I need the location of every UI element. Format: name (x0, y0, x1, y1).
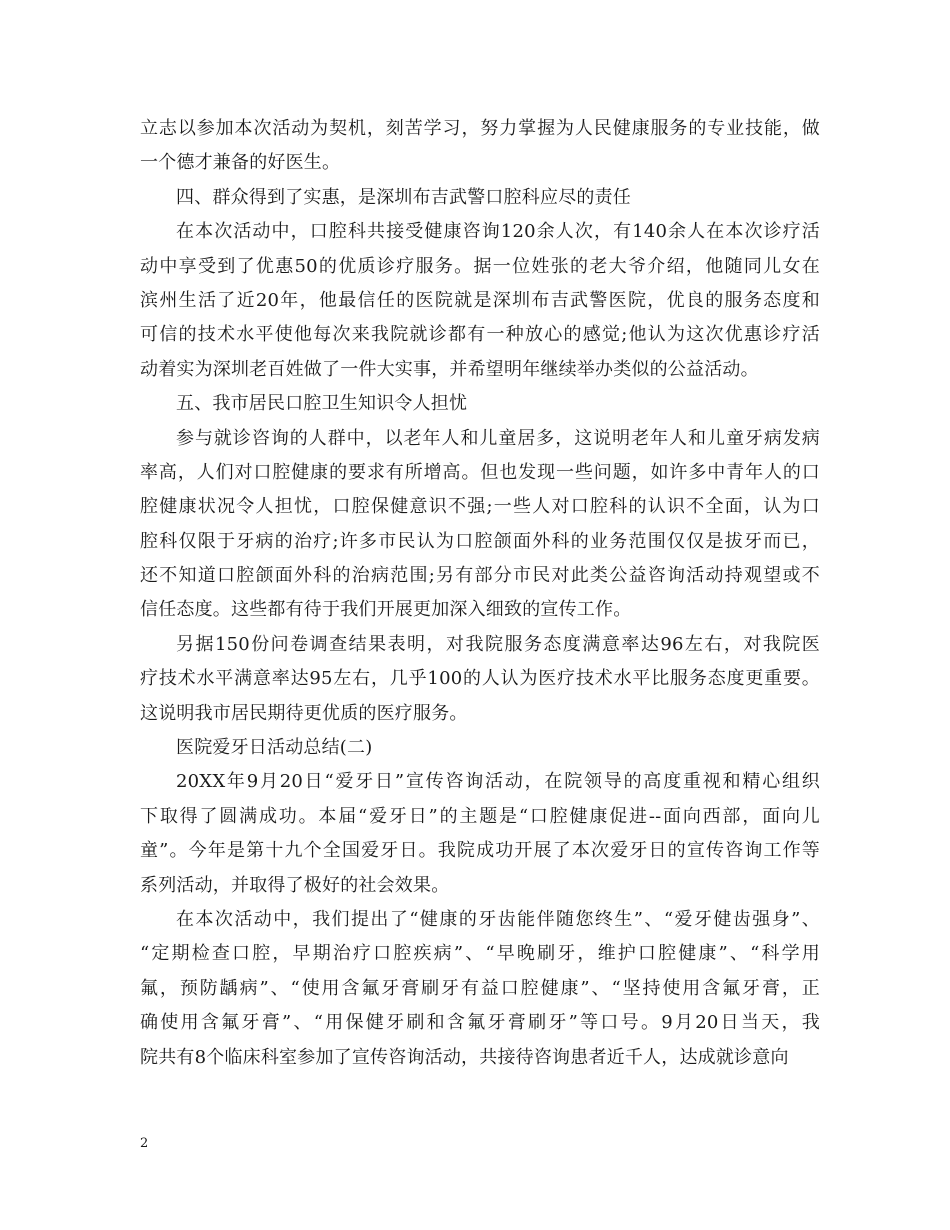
paragraph-line: 腔科仅限于牙病的治疗;许多市民认为口腔颌面外科的业务范围仅仅是拔牙而已， (140, 530, 820, 552)
paragraph-first-line: 在本次活动中，口腔科共接受健康咨询120余人次，有140余人在本次诊疗活 (176, 221, 820, 243)
paragraph-first-line: 20XX年9月20日“爱牙日”宣传咨询活动，在院领导的高度重视和精心组织 (176, 771, 820, 793)
paragraph-line: “定期检查口腔，早期治疗口腔疾病”、“早晚刷牙，维护口腔健康”、“科学用 (140, 943, 820, 965)
paragraph-line: 滨州生活了近20年，他最信任的医院就是深圳布吉武警医院，优良的服务态度和 (140, 289, 820, 311)
paragraph-line: 童”。今年是第十九个全国爱牙日。我院成功开展了本次爱牙日的宣传咨询工作等 (140, 840, 820, 862)
paragraph-first-line: 四、群众得到了实惠，是深圳布吉武警口腔科应尽的责任 (176, 186, 631, 208)
document-body (140, 112, 820, 1075)
paragraph-line: 院共有8个临床科室参加了宣传咨询活动，共接待咨询患者近千人，达成就诊意向 (140, 1046, 789, 1068)
paragraph-first-line: 立志以参加本次活动为契机，刻苦学习，努力掌握为人民健康服务的专业技能，做 (140, 118, 820, 139)
paragraph-first-line: 五、我市居民口腔卫生知识令人担忧 (176, 393, 468, 415)
paragraph-line: 动着实为深圳老百姓做了一件大实事，并希望明年继续举办类似的公益活动。 (140, 358, 759, 380)
paragraph-line: 率高，人们对口腔健康的要求有所增高。但也发现一些问题，如许多中青年人的口 (140, 461, 820, 483)
page-number: 2 (140, 1136, 149, 1151)
paragraph-first-line: 另据150份问卷调查结果表明，对我院服务态度满意率达96左右，对我院医 (176, 633, 820, 655)
paragraph-line: 可信的技术水平使他每次来我院就诊都有一种放心的感觉;他认为这次优惠诊疗活 (140, 324, 820, 346)
paragraph-first-line: 医院爱牙日活动总结(二) (176, 737, 373, 759)
paragraph-first-line: 参与就诊咨询的人群中，以老年人和儿童居多，这说明老年人和儿童牙病发病 (176, 427, 820, 449)
paragraph-first-line: 在本次活动中，我们提出了“健康的牙齿能伴随您终生”、“爱牙健齿强身”、 (176, 908, 820, 930)
paragraph-line: 下取得了圆满成功。本届“爱牙日”的主题是“口腔健康促进--面向西部，面向儿 (140, 805, 820, 827)
paragraph-line: 腔健康状况令人担忧，口腔保健意识不强;一些人对口腔科的认识不全面，认为口 (140, 496, 820, 518)
paragraph-line: 这说明我市居民期待更优质的医疗服务。 (140, 702, 468, 724)
paragraph-line: 还不知道口腔颌面外科的治病范围;另有部分市民对此类公益咨询活动持观望或不 (140, 565, 820, 587)
paragraph-line: 疗技术水平满意率达95左右，几乎100的人认为医疗技术水平比服务态度更重要。 (140, 668, 820, 690)
paragraph-line: 系列活动，并取得了极好的社会效果。 (140, 874, 450, 896)
paragraph-line: 氟，预防龋病”、“使用含氟牙膏刷牙有益口腔健康”、“坚持使用含氟牙膏，正 (140, 977, 820, 999)
paragraph-line: 一个德才兼备的好医生。 (140, 152, 341, 174)
paragraph-line: 动中享受到了优惠50的优质诊疗服务。据一位姓张的老大爷介绍，他随同儿女在 (140, 255, 820, 277)
paragraph-line: 确使用含氟牙膏”、“用保健牙刷和含氟牙膏刷牙”等口号。9月20日当天，我 (140, 1012, 820, 1034)
paragraph-line: 信任态度。这些都有待于我们开展更加深入细致的宣传工作。 (140, 599, 632, 621)
